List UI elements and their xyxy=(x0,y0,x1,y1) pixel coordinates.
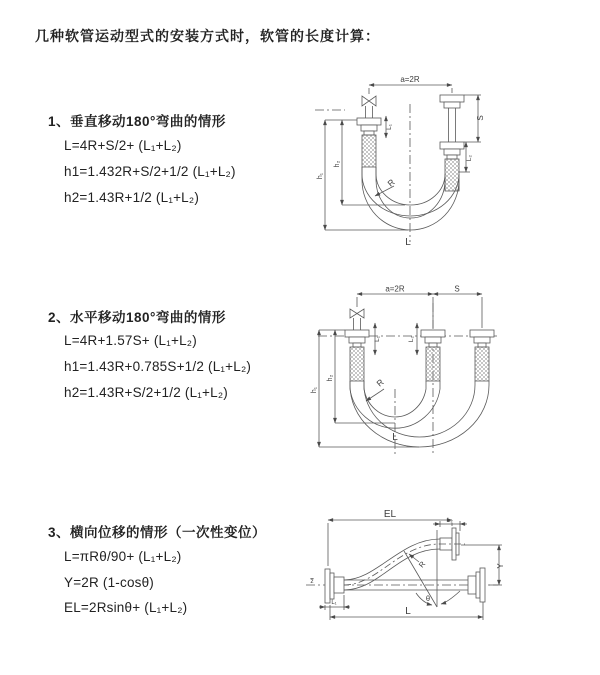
flange-neck xyxy=(364,131,374,135)
dim-label-l2: L₂ xyxy=(447,518,453,524)
braided-hose-section xyxy=(362,135,376,167)
pipe-stub xyxy=(366,106,373,118)
valve-icon xyxy=(362,96,376,106)
flange xyxy=(345,330,369,337)
flange-neck xyxy=(447,155,457,159)
formula-2-l: L=4R+1.57S+ (L₁+L₂) xyxy=(64,333,197,348)
formula-1-h2: h2=1.43R+1/2 (L₁+L₂) xyxy=(64,190,200,205)
hose-displaced xyxy=(344,539,440,580)
radius-label: R xyxy=(374,376,386,389)
formula-3-el: EL=2Rsinθ+ (L₁+L₂) xyxy=(64,600,188,615)
hose-curve xyxy=(350,381,440,428)
flange-neck xyxy=(468,576,476,594)
dim-label-l2: L₂ xyxy=(466,154,473,162)
hose-displaced xyxy=(344,549,440,590)
dim-label-l1: L₁ xyxy=(374,336,381,342)
formula-3-y: Y=2R (1-cosθ) xyxy=(64,575,155,590)
dim-label-s: S xyxy=(476,115,485,121)
braided-hose-section xyxy=(475,347,489,381)
dim-label-h1: h₁ xyxy=(311,386,318,394)
formula-2-h1: h1=1.43R+0.785S+1/2 (L₁+L₂) xyxy=(64,359,252,374)
length-label: L xyxy=(392,432,398,443)
flange-neck xyxy=(353,343,361,347)
flange-neck xyxy=(429,343,437,347)
flange xyxy=(421,330,445,337)
z-mark-label: z xyxy=(310,578,314,585)
radius-leader xyxy=(366,389,384,401)
dim-label-a2r: a=2R xyxy=(400,75,420,84)
braided-hose-section xyxy=(350,347,364,381)
hose-curve xyxy=(364,381,475,437)
hose-curve xyxy=(376,167,445,205)
flange xyxy=(325,569,330,603)
dim-label-l1: L₁ xyxy=(331,600,337,606)
formula-1-l: L=4R+S/2+ (L₁+L₂) xyxy=(64,138,182,153)
braided-hose-section xyxy=(426,347,440,381)
valve-icon xyxy=(350,309,364,318)
angle-arc xyxy=(441,591,460,604)
flange xyxy=(330,573,334,599)
formula-3-l: L=πRθ/90+ (L₁+L₂) xyxy=(64,549,182,564)
hose-curve xyxy=(362,167,459,216)
dim-label-h1: h₁ xyxy=(317,172,324,180)
flange-neck xyxy=(478,343,486,347)
dim-label-l1: L₁ xyxy=(386,124,393,130)
radius-leader xyxy=(409,554,419,562)
flange xyxy=(440,95,464,102)
flange xyxy=(470,330,494,337)
section-1-heading: 1、垂直移动180°弯曲的情形 xyxy=(48,114,226,129)
extension-lines xyxy=(319,330,419,447)
extension-lines xyxy=(369,88,452,94)
diagram-horizontal-180-bend xyxy=(312,285,502,463)
flange xyxy=(361,125,377,131)
formula-2-h2: h2=1.43R+S/2+1/2 (L₁+L₂) xyxy=(64,385,228,400)
radius-label: R xyxy=(385,176,397,189)
radius-label: R xyxy=(416,559,428,570)
diagram-lateral-displacement xyxy=(302,503,512,628)
dim-label-y: Y xyxy=(496,563,505,569)
formula-1-h1: h1=1.432R+S/2+1/2 (L₁+L₂) xyxy=(64,164,236,179)
flange xyxy=(474,337,490,343)
flange xyxy=(444,102,460,108)
dim-label-h2: h₂ xyxy=(334,160,341,168)
pipe-stub xyxy=(354,318,361,330)
dim-label-el: EL xyxy=(383,509,397,520)
section-2-heading: 2、水平移动180°弯曲的情形 xyxy=(48,310,226,325)
hose-curve xyxy=(362,167,459,230)
diagram-vertical-180-bend xyxy=(315,72,490,254)
flange xyxy=(440,142,464,149)
flange xyxy=(476,572,480,598)
flange xyxy=(425,337,441,343)
page-title: 几种软管运动型式的安装方式时，软管的长度计算： xyxy=(35,28,380,44)
section-3-heading: 3、横向位移的情形（一次性变位） xyxy=(48,525,267,540)
dim-label-a2r: a=2R xyxy=(385,284,405,294)
flange xyxy=(480,568,485,602)
extension-lines xyxy=(357,297,482,328)
length-label: L xyxy=(405,237,411,248)
theta-label: θ xyxy=(425,594,431,603)
flange-neck xyxy=(334,577,344,593)
pipe-stem xyxy=(449,108,456,142)
dim-label-s: S xyxy=(454,284,460,294)
dim-label-h2: h₂ xyxy=(327,374,334,382)
flange xyxy=(349,337,365,343)
dim-label-l: L xyxy=(405,606,411,617)
flange xyxy=(357,118,381,125)
dim-label-l2: L₂ xyxy=(408,335,415,343)
flange xyxy=(444,149,460,155)
